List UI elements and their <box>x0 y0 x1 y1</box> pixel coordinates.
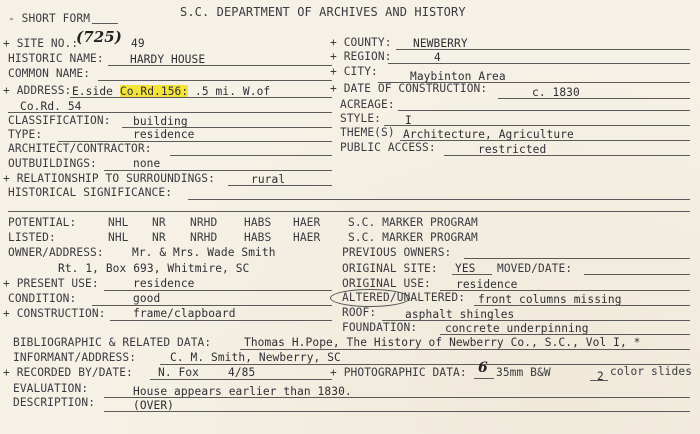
site-no-label: + SITE NO.: <box>3 37 79 50</box>
original-site-line <box>452 274 492 275</box>
themes-label: THEME(S) <box>340 126 395 139</box>
foundation-line <box>440 334 690 335</box>
construction-value: frame/clapboard <box>133 307 236 320</box>
original-site-value: YES <box>455 262 476 275</box>
historical-significance-line2 <box>8 211 690 212</box>
architect-label: ARCHITECT/CONTRACTOR: <box>8 142 152 155</box>
listed-marker: S.C. MARKER PROGRAM <box>348 231 478 244</box>
evaluation-line <box>104 397 690 398</box>
original-use-label: ORIGINAL USE: <box>342 277 431 290</box>
county-line <box>396 49 690 50</box>
owner-line2: Rt. 1, Box 693, Whitmire, SC <box>58 262 250 275</box>
type-label: TYPE: <box>8 128 43 141</box>
potential-haer: HAER <box>293 216 321 229</box>
address-line2: Co.Rd. 54 <box>20 100 82 113</box>
acreage-line <box>398 110 690 111</box>
historic-name-label: HISTORIC NAME: <box>8 52 104 65</box>
address-line2-underline <box>8 112 332 113</box>
moved-date-line <box>584 274 690 275</box>
short-form-label: - SHORT FORM <box>8 12 91 25</box>
common-name-label: COMMON NAME: <box>8 67 91 80</box>
moved-date-label: MOVED/DATE: <box>497 262 573 275</box>
construction-label: + CONSTRUCTION: <box>3 307 106 320</box>
address-value: E.side Co.Rd.156: .5 mi. W.of <box>72 85 271 98</box>
potential-marker: S.C. MARKER PROGRAM <box>348 216 478 229</box>
date-of-construction-value: c. 1830 <box>532 86 580 99</box>
owner-label: OWNER/ADDRESS: <box>8 246 104 259</box>
classification-value: building <box>133 115 188 128</box>
outbuildings-line <box>104 170 332 171</box>
recorded-line <box>150 379 332 380</box>
previous-owners-line <box>464 258 690 259</box>
themes-value: Architecture, Agriculture <box>403 128 574 141</box>
present-use-label: + PRESENT USE: <box>3 277 99 290</box>
previous-owners-label: PREVIOUS OWNERS: <box>342 246 452 259</box>
roof-line <box>382 320 690 321</box>
address-line <box>70 97 332 98</box>
listed-nhl: NHL <box>108 231 129 244</box>
public-access-value: restricted <box>478 143 547 156</box>
potential-nr: NR <box>152 216 166 229</box>
architect-line <box>170 155 332 156</box>
photographic-label: + PHOTOGRAPHIC DATA: <box>330 366 467 379</box>
present-use-value: residence <box>133 277 195 290</box>
original-use-value: residence <box>456 278 518 291</box>
classification-label: CLASSIFICATION: <box>8 114 111 127</box>
address-label: + ADDRESS: <box>3 84 72 97</box>
relationship-line <box>228 185 332 186</box>
public-access-label: PUBLIC ACCESS: <box>340 141 436 154</box>
historical-significance-label: HISTORICAL SIGNIFICANCE: <box>8 186 173 199</box>
evaluation-label: EVALUATION: <box>13 382 89 395</box>
short-form-blank <box>92 23 118 24</box>
original-use-line <box>440 290 690 291</box>
photographic-bw-count: 6 <box>478 360 488 376</box>
themes-line <box>400 140 690 141</box>
recorded-date-value: 4/85 <box>228 366 256 379</box>
relationship-value: rural <box>251 173 286 186</box>
condition-line <box>92 305 332 306</box>
type-value: residence <box>133 128 195 141</box>
photographic-bw-label: 35mm B&W <box>496 366 551 379</box>
description-value: (OVER) <box>133 399 175 412</box>
city-value: Maybinton Area <box>410 70 506 83</box>
foundation-value: concrete underpinning <box>445 322 589 335</box>
listed-nrhd: NRHD <box>190 231 218 244</box>
relationship-label: + RELATIONSHIP TO SURROUNDINGS: <box>3 172 215 185</box>
foundation-label: FOUNDATION: <box>342 321 418 334</box>
photographic-color-count: 2 <box>597 370 604 383</box>
potential-nhl: NHL <box>108 216 129 229</box>
region-label: + REGION: <box>330 50 392 63</box>
listed-haer: HAER <box>293 231 321 244</box>
potential-label: POTENTIAL: <box>8 216 77 229</box>
site-no-handwritten: (725) <box>76 28 123 46</box>
altered-value: front columns missing <box>478 293 622 306</box>
listed-nr: NR <box>152 231 166 244</box>
original-site-label: ORIGINAL SITE: <box>342 262 438 275</box>
outbuildings-label: OUTBUILDINGS: <box>8 157 97 170</box>
common-name-line <box>98 80 332 81</box>
roof-label: ROOF: <box>342 306 377 319</box>
site-no-value: 49 <box>131 37 145 50</box>
recorded-label: + RECORDED BY/DATE: <box>3 366 133 379</box>
historical-significance-line <box>188 199 690 200</box>
altered-label: ALTERED/UNALTERED: <box>342 291 466 304</box>
acreage-label: ACREAGE: <box>340 98 395 111</box>
department-title: S.C. DEPARTMENT OF ARCHIVES AND HISTORY <box>180 5 466 19</box>
bibliographic-value: Thomas H.Pope, The History of Newberry Co., S.C., Vol I, * <box>244 336 641 349</box>
listed-label: LISTED: <box>8 231 56 244</box>
condition-label: CONDITION: <box>8 292 77 305</box>
recorded-by-value: N. Fox <box>158 366 200 379</box>
present-use-line <box>104 290 332 291</box>
owner-line1: Mr. & Mrs. Wade Smith <box>132 246 276 259</box>
address-highlight: Co.Rd.156: <box>119 85 189 98</box>
region-value: 4 <box>434 51 441 64</box>
style-label: STYLE: <box>340 112 382 125</box>
date-of-construction-label: + DATE OF CONSTRUCTION: <box>330 82 488 95</box>
region-line <box>388 63 690 64</box>
description-label: DESCRIPTION: <box>13 396 96 409</box>
informant-label: INFORMANT/ADDRESS: <box>13 351 137 364</box>
outbuildings-value: none <box>133 157 161 170</box>
evaluation-value: House appears earlier than 1830. <box>133 385 352 398</box>
condition-value: good <box>133 292 161 305</box>
bibliographic-label: BIBLIOGRAPHIC & RELATED DATA: <box>13 336 212 349</box>
description-line <box>104 411 690 412</box>
public-access-line <box>444 155 690 156</box>
construction-line <box>110 320 332 321</box>
city-label: + CITY: <box>330 65 378 78</box>
county-value: NEWBERRY <box>413 37 468 50</box>
historic-name-value: HARDY HOUSE <box>130 53 206 66</box>
photographic-color-line <box>590 380 608 381</box>
potential-nrhd: NRHD <box>190 216 218 229</box>
roof-value: asphalt shingles <box>405 308 515 321</box>
style-value: I <box>405 114 412 127</box>
photographic-color-label: color slides <box>610 365 693 378</box>
date-of-construction-line <box>498 98 690 99</box>
informant-value: C. M. Smith, Newberry, SC <box>170 351 341 364</box>
historic-name-line <box>108 65 332 66</box>
potential-habs: HABS <box>244 216 272 229</box>
bibliographic-line <box>240 349 690 350</box>
photographic-bw-line <box>474 378 494 379</box>
altered-line <box>474 305 690 306</box>
county-label: + COUNTY: <box>330 36 392 49</box>
listed-habs: HABS <box>244 231 272 244</box>
style-line <box>384 125 690 126</box>
